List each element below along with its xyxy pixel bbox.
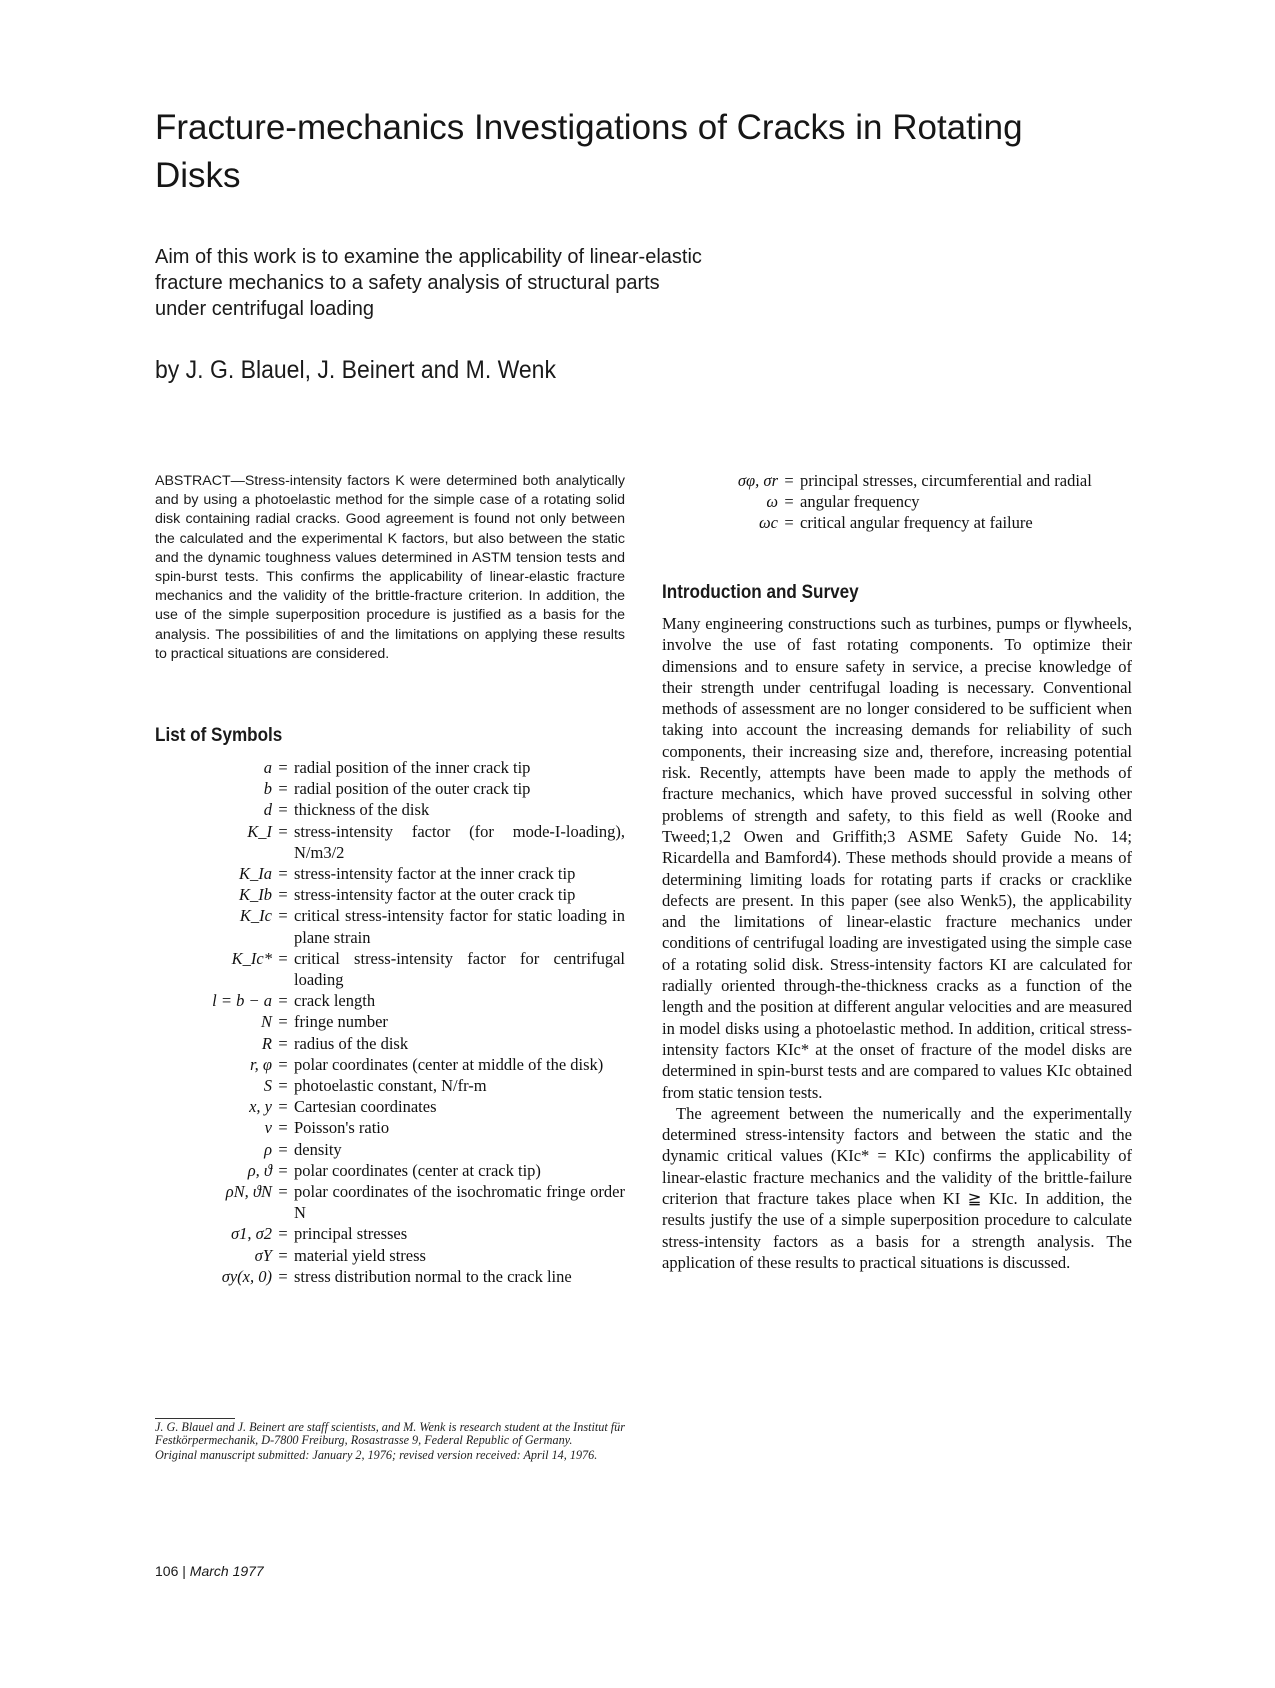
symbol-entry — [150, 1160, 625, 1181]
symbol: ν — [264, 1118, 272, 1138]
symbol-entry — [640, 512, 1130, 533]
equals-sign: = — [278, 1033, 288, 1053]
symbol-definition: principal stresses — [294, 1224, 408, 1244]
symbol-definition: material yield stress — [294, 1245, 426, 1265]
symbol: σ1, σ2 — [230, 1224, 272, 1244]
equals-sign: = — [278, 1182, 288, 1202]
symbol: K_Ic — [239, 906, 272, 926]
symbol: K_I — [247, 821, 272, 841]
symbol-definition: photoelastic constant, N/fr-m — [294, 1076, 487, 1096]
symbol-entry — [150, 1033, 625, 1054]
symbol-definition: radial position of the outer crack tip — [294, 779, 531, 799]
symbol-entry — [150, 1223, 625, 1244]
symbol-definition: radial position of the inner crack tip — [294, 758, 531, 777]
list-of-symbols-heading: List of Symbols — [155, 725, 283, 746]
equals-sign: = — [278, 779, 288, 799]
symbol-entry — [640, 470, 1130, 491]
page-number: 106 — [155, 1563, 179, 1579]
symbol-entry — [150, 1245, 625, 1266]
symbol: ρ, ϑ — [247, 1160, 272, 1180]
symbol: K_Ia — [239, 864, 272, 884]
symbol-definition: critical angular frequency at failure — [800, 513, 1033, 533]
symbol-entry — [150, 863, 625, 884]
symbol-definition: crack length — [294, 991, 376, 1011]
symbol: σY — [254, 1245, 272, 1265]
abstract: ABSTRACT—Stress-intensity factors K were determined both analytically and by using a photoelastic method for the simple case of a rotating solid disk containing radial cracks. Good agreement is found not only between the calculated and the experimental K factors, but also between the static and the dynamic toughness values determined in ASTM tension tests and spin-burst tests. This confirms the applicability of linear-elastic fracture mechanics and the validity of the brittle-fracture criterion. In addition, the use of the simple superposition procedure is justified as a basis for the analysis. The possibilities of and the limitations on applying these results to practical situations are considered. — [155, 473, 625, 662]
intro-paragraph-2: The agreement between the numerically and the experimentally determined stress-intensity factors and between the static and the dynamic critical values (KIc* = KIc) confirms the applicability of linear-elastic fracture mechanics and the validity of the brittle-failure criterion that fracture takes place when KI ≧ KIc. In addition, the results justify the use of a simple superposition procedure to calculate stress-intensity factors as a basis for a strength analysis. The application of these results to practical situations is discussed. — [662, 1103, 1132, 1272]
symbol: σφ, σr — [737, 471, 778, 490]
equals-sign: = — [278, 948, 288, 968]
article-subtitle: Aim of this work is to examine the applicability of linear-elastic fracture mechanics to a safety analysis of structural parts under centrifugal loading — [155, 246, 702, 320]
equals-sign: = — [278, 1245, 288, 1265]
symbol-definition: stress distribution normal to the crack line — [294, 1266, 572, 1286]
equals-sign: = — [278, 1012, 288, 1032]
equals-sign: = — [278, 1076, 288, 1096]
symbol: ρ — [264, 1139, 272, 1159]
symbol: K_Ib — [239, 885, 272, 905]
symbol-list-continued — [640, 470, 1130, 534]
symbol: S — [263, 1076, 272, 1096]
introduction-heading: Introduction and Survey — [662, 582, 859, 603]
symbol: ρN, ϑN — [225, 1182, 272, 1202]
symbol-definition: radius of the disk — [294, 1033, 409, 1053]
equals-sign: = — [278, 991, 288, 1011]
symbol-entry — [150, 1266, 625, 1287]
symbol-entry — [150, 757, 625, 778]
equals-sign: = — [278, 1266, 288, 1286]
equals-sign: = — [278, 821, 288, 841]
introduction-body — [662, 613, 1132, 1273]
author-byline: by J. G. Blauel, J. Beinert and M. Wenk — [155, 356, 556, 384]
symbol-definition: principal stresses, circumferential and radial — [800, 471, 1092, 490]
equals-sign: = — [784, 471, 794, 490]
symbol-definition: fringe number — [294, 1012, 388, 1032]
symbol-entry — [150, 799, 625, 820]
equals-sign: = — [278, 1139, 288, 1159]
author-footnote — [155, 1421, 625, 1463]
symbol-definition: stress-intensity factor at the inner crack tip — [294, 864, 576, 884]
symbol-list — [150, 757, 625, 1287]
footnote-submission: Original manuscript submitted: January 2, 1976; revised version received: April 14, 1976. — [155, 1447, 598, 1462]
symbol-definition: polar coordinates (center at crack tip) — [294, 1160, 541, 1180]
symbol-entry — [150, 1011, 625, 1032]
symbol: b — [263, 779, 272, 799]
equals-sign: = — [278, 885, 288, 905]
symbol-definition: critical stress-intensity factor for static loading in plane strain — [294, 906, 625, 947]
symbol: R — [261, 1033, 272, 1053]
symbol-entry — [150, 1096, 625, 1117]
symbol-entry — [150, 990, 625, 1011]
symbol-entry — [150, 1117, 625, 1138]
symbol-definition: Cartesian coordinates — [294, 1097, 437, 1117]
equals-sign: = — [278, 906, 288, 926]
symbol-entry — [150, 1075, 625, 1096]
symbol: a — [263, 758, 272, 777]
page-folio — [155, 1563, 264, 1579]
equals-sign: = — [278, 1118, 288, 1138]
symbol-definition: polar coordinates (center at middle of the disk) — [294, 1054, 604, 1074]
folio-separator: | — [182, 1563, 186, 1579]
symbol-definition: thickness of the disk — [294, 800, 430, 820]
symbol: K_Ic* — [231, 948, 272, 968]
equals-sign: = — [784, 492, 794, 512]
symbol-definition: critical stress-intensity factor for centrifugal loading — [294, 948, 625, 990]
symbol: ω — [766, 492, 778, 512]
symbol-definition: stress-intensity factor at the outer crack tip — [294, 885, 576, 905]
symbol: N — [260, 1012, 272, 1032]
footnote-authors: J. G. Blauel and J. Beinert are staff scientists, and M. Wenk is research student at the Institut für Festkörpermechanik, D-7800 Freiburg, Rosastrasse 9, Federal Republic of Germany. — [155, 1420, 625, 1448]
symbol: d — [263, 800, 272, 820]
symbol-entry — [150, 1054, 625, 1075]
equals-sign: = — [278, 1160, 288, 1180]
equals-sign: = — [278, 800, 288, 820]
symbol-entry — [150, 905, 625, 947]
symbol: ωc — [759, 513, 778, 533]
symbol-definition: Poisson's ratio — [294, 1118, 390, 1138]
symbol-definition: stress-intensity factor (for mode-I-loading), N/m3/2 — [294, 821, 625, 862]
symbol-entry — [150, 1181, 625, 1223]
symbol: σy(x, 0) — [221, 1266, 272, 1286]
symbol: r, φ — [250, 1054, 272, 1074]
symbol-entry — [150, 1139, 625, 1160]
symbol-entry — [640, 491, 1130, 512]
symbol-entry — [150, 821, 625, 863]
symbol-definition: angular frequency — [800, 492, 920, 512]
symbol-entry — [150, 778, 625, 799]
equals-sign: = — [278, 758, 288, 777]
equals-sign: = — [278, 1097, 288, 1117]
equals-sign: = — [278, 864, 288, 884]
intro-paragraph-1: Many engineering constructions such as turbines, pumps or flywheels, involve the use of fast rotating components. To optimize their dimensions and to ensure safety in service, a precise knowledge of their strength under centrifugal loading is necessary. Conventional methods of assessment are no longer considered to be sufficient when taking into account the increasing demands for reliability of such components, their increasing size and, therefore, increasing potential risk. Recently, attempts have been made to apply the methods of fracture mechanics, which have proved successful in solving other problems of strength and safety, to this field as well (Rooke and Tweed;1,2 Owen and Griffith;3 ASME Safety Guide No. 14; Ricardella and Bamford4). These methods should provide a means of determining limiting loads for rotating parts if cracks or cracklike defects are present. In this paper (see also Wenk5), the applicability and the limitations of linear-elastic fracture mechanics under conditions of centrifugal loading are investigated using the simple case of a rotating solid disk. Stress-intensity factors KI are calculated for radially oriented through-the-thickness cracks as a function of the length and the position at different angular velocities and are measured in model disks using a photoelastic method. In addition, critical stress-intensity factors KIc* at the onset of fracture of the model disks are determined in spin-burst tests and are compared to values KIc obtained from static tension tests. — [662, 614, 1132, 1102]
equals-sign: = — [278, 1054, 288, 1074]
symbol-entry — [150, 884, 625, 905]
symbol: x, y — [249, 1097, 272, 1117]
symbol-definition: density — [294, 1139, 342, 1159]
article-title: Fracture-mechanics Investigations of Cracks in Rotating Disks — [155, 108, 1023, 195]
symbol-entry — [150, 948, 625, 990]
footnote-rule — [155, 1418, 235, 1419]
symbol-definition: polar coordinates of the isochromatic fringe order N — [294, 1182, 625, 1223]
equals-sign: = — [278, 1224, 288, 1244]
symbol: l = b − a — [212, 991, 272, 1011]
issue-date: March 1977 — [189, 1563, 264, 1579]
equals-sign: = — [784, 513, 794, 533]
